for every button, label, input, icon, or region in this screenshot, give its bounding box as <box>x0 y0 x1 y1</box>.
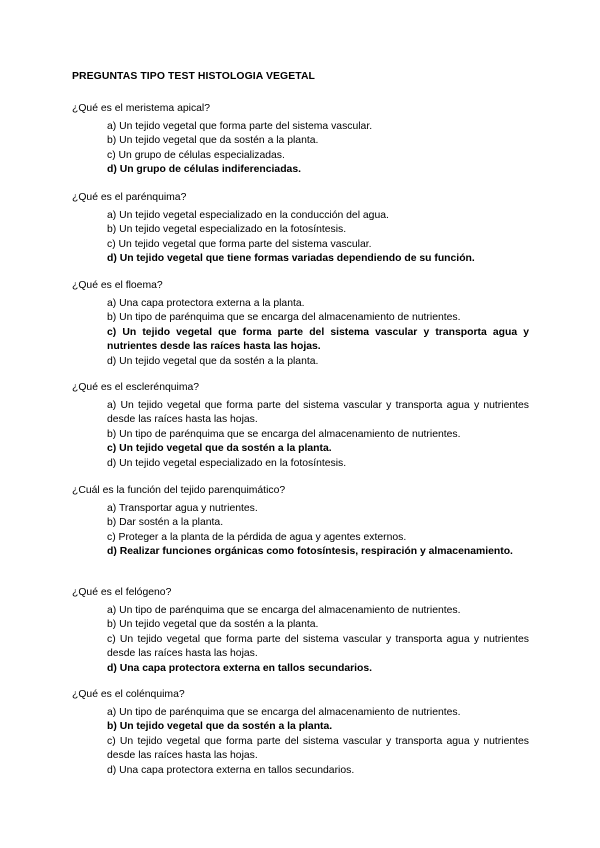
question-text: ¿Cuál es la función del tejido parenquimático? <box>72 485 286 496</box>
question-text: ¿Qué es el floema? <box>72 280 163 291</box>
answer-d-correct: d) Un tejido vegetal que tiene formas variadas dependiendo de su función. <box>107 253 475 265</box>
answer-c: c) Un grupo de células especializadas. <box>107 149 285 161</box>
answer-b: b) Un tejido vegetal que da sostén a la planta. <box>107 135 319 147</box>
answer-d-correct: d) Una capa protectora externa en tallos secundarios. <box>107 662 373 674</box>
answer-a: a) Un tejido vegetal que forma parte del sistema vascular y transporta agua y nutrientes desde las raíces hasta las hojas. <box>107 399 529 426</box>
answer-b-correct: b) Un tejido vegetal que da sostén a la planta. <box>107 721 333 733</box>
answer-b: b) Un tejido vegetal que da sostén a la planta. <box>107 619 319 631</box>
answer-list <box>107 706 529 779</box>
answer-a: a) Un tejido vegetal que forma parte del sistema vascular. <box>107 120 373 132</box>
answer-a: a) Un tipo de parénquima que se encarga del almacenamiento de nutrientes. <box>107 604 461 616</box>
question-text: ¿Qué es el esclerénquima? <box>72 382 200 393</box>
answer-b: b) Un tejido vegetal especializado en la fotosíntesis. <box>107 224 347 236</box>
question-2 <box>72 191 532 267</box>
question-6 <box>72 586 532 677</box>
answer-list <box>107 399 529 472</box>
answer-d: d) Un tejido vegetal que da sostén a la planta. <box>107 355 319 367</box>
question-text: ¿Qué es el colénquima? <box>72 689 185 700</box>
answer-a: a) Un tipo de parénquima que se encarga del almacenamiento de nutrientes. <box>107 706 461 718</box>
answer-list <box>107 209 529 267</box>
answer-a: a) Transportar agua y nutrientes. <box>107 502 258 514</box>
question-7 <box>72 688 532 779</box>
answer-d-correct: d) Un grupo de células indiferenciadas. <box>107 164 301 176</box>
answer-b: b) Dar sostén a la planta. <box>107 517 224 529</box>
question-text: ¿Qué es el felógeno? <box>72 587 172 598</box>
answer-b: b) Un tipo de parénquima que se encarga del almacenamiento de nutrientes. <box>107 312 461 324</box>
question-1 <box>72 102 532 178</box>
question-text: ¿Qué es el meristema apical? <box>72 103 211 114</box>
answer-b: b) Un tipo de parénquima que se encarga del almacenamiento de nutrientes. <box>107 428 461 440</box>
answer-c: c) Un tejido vegetal que forma parte del sistema vascular. <box>107 238 372 250</box>
question-text: ¿Qué es el parénquima? <box>72 192 187 203</box>
question-3 <box>72 279 532 370</box>
question-4 <box>72 381 532 472</box>
answer-a: a) Un tejido vegetal especializado en la conducción del agua. <box>107 209 389 221</box>
answer-list <box>107 297 529 370</box>
question-5 <box>72 484 532 560</box>
answer-list <box>107 604 529 677</box>
answer-d: d) Una capa protectora externa en tallos secundarios. <box>107 764 355 776</box>
answer-c-correct: c) Un tejido vegetal que forma parte del sistema vascular y transporta agua y nutrientes desde las raíces hasta las hojas. <box>107 326 529 353</box>
answer-list <box>107 120 529 178</box>
answer-list <box>107 502 529 560</box>
answer-d: d) Un tejido vegetal especializado en la fotosíntesis. <box>107 457 347 469</box>
answer-c-correct: c) Un tejido vegetal que da sostén a la planta. <box>107 443 332 455</box>
answer-a: a) Una capa protectora externa a la planta. <box>107 297 305 309</box>
page-title: PREGUNTAS TIPO TEST HISTOLOGIA VEGETAL <box>72 71 315 82</box>
answer-d-correct: d) Realizar funciones orgánicas como fotosíntesis, respiración y almacenamiento. <box>107 546 513 558</box>
answer-c: c) Un tejido vegetal que forma parte del sistema vascular y transporta agua y nutrientes desde las raíces hasta las hojas. <box>107 735 529 762</box>
answer-c: c) Un tejido vegetal que forma parte del sistema vascular y transporta agua y nutrientes desde las raíces hasta las hojas. <box>107 633 529 660</box>
answer-c: c) Proteger a la planta de la pérdida de agua y agentes externos. <box>107 531 407 543</box>
